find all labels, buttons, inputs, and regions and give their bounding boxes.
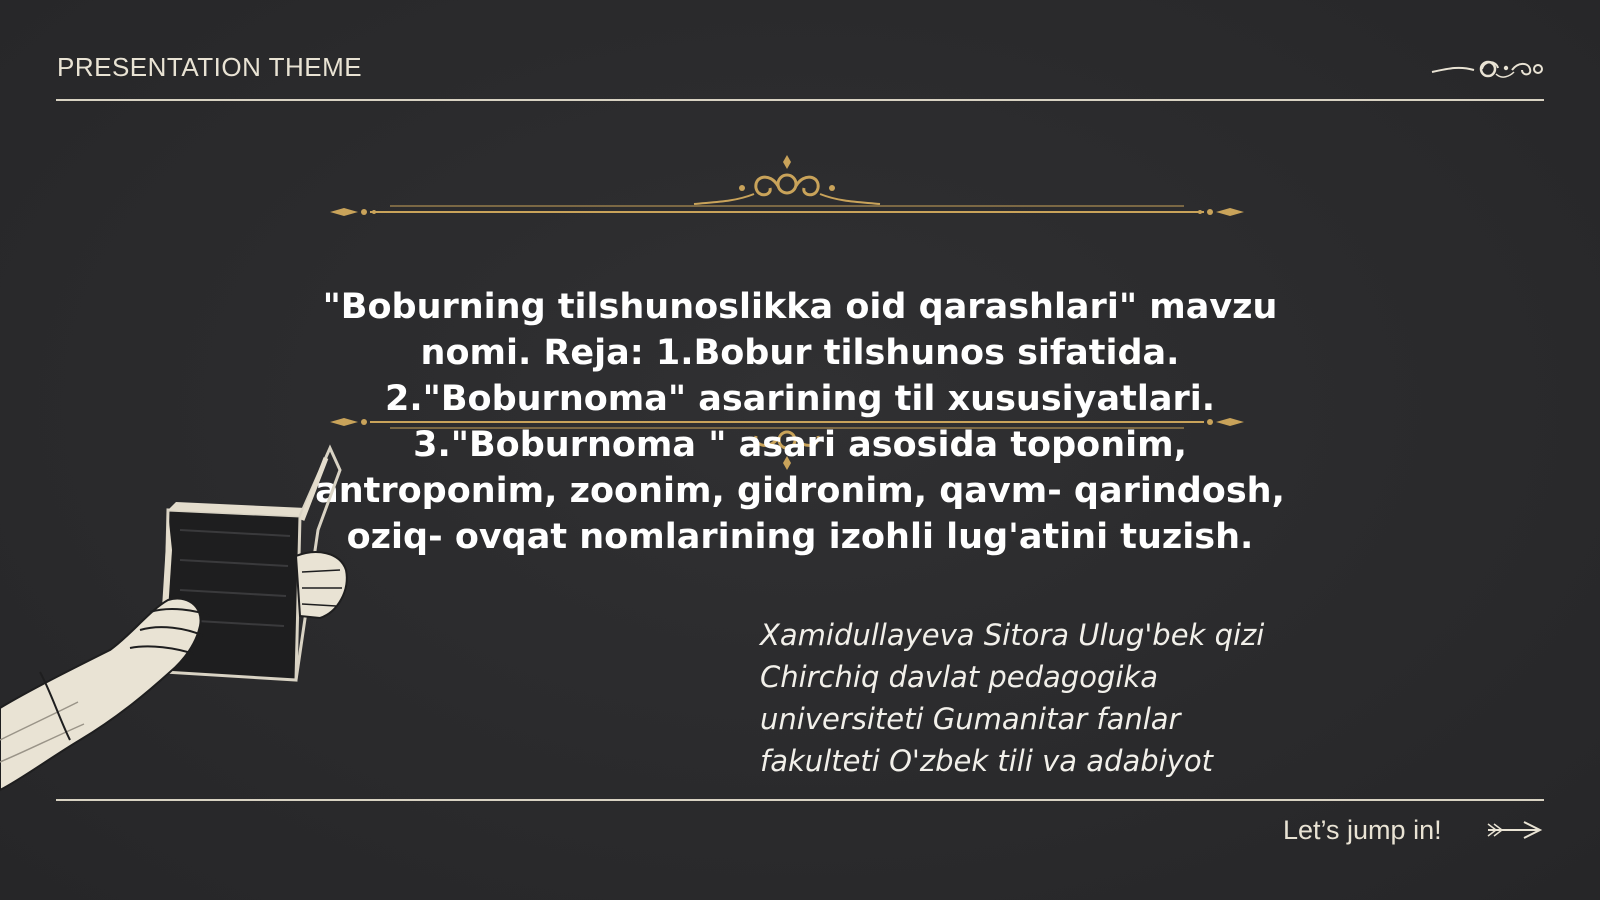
title-line: nomi. Reja: 1.Bobur tilshunos sifatida.	[420, 333, 1180, 373]
title-line: oziq- ovqat nomlarining izohli lug'atini tuzish.	[346, 517, 1254, 557]
arrow-right-icon[interactable]	[1484, 818, 1544, 842]
author-line: universiteti Gumanitar fanlar	[760, 702, 1181, 736]
author-line: Chirchiq davlat pedagogika	[760, 660, 1158, 694]
lets-jump-in-link[interactable]: Let’s jump in!	[1283, 815, 1442, 845]
title-line: 2."Boburnoma" asarining til xususiyatlari.	[384, 379, 1216, 419]
slide-title	[300, 284, 1300, 560]
header-divider	[56, 99, 1544, 101]
title-line: 3."Boburnoma " asari asosida toponim,	[413, 425, 1187, 465]
header-label: PRESENTATION THEME	[57, 52, 363, 82]
author-line: fakulteti O'zbek tili va adabiyot	[760, 744, 1213, 778]
swirl-flourish-icon	[1430, 54, 1546, 86]
footer-divider	[56, 799, 1544, 801]
gold-ornament-divider-top	[330, 150, 1244, 222]
title-line: antroponim, zoonim, gidronim, qavm- qarindosh,	[315, 471, 1285, 511]
author-block	[760, 614, 1360, 782]
hand-holding-book-illustration	[0, 440, 360, 830]
author-line: Xamidullayeva Sitora Ulug'bek qizi	[760, 618, 1265, 652]
title-line: "Boburning tilshunoslikka oid qarashlari" mavzu	[322, 287, 1278, 327]
